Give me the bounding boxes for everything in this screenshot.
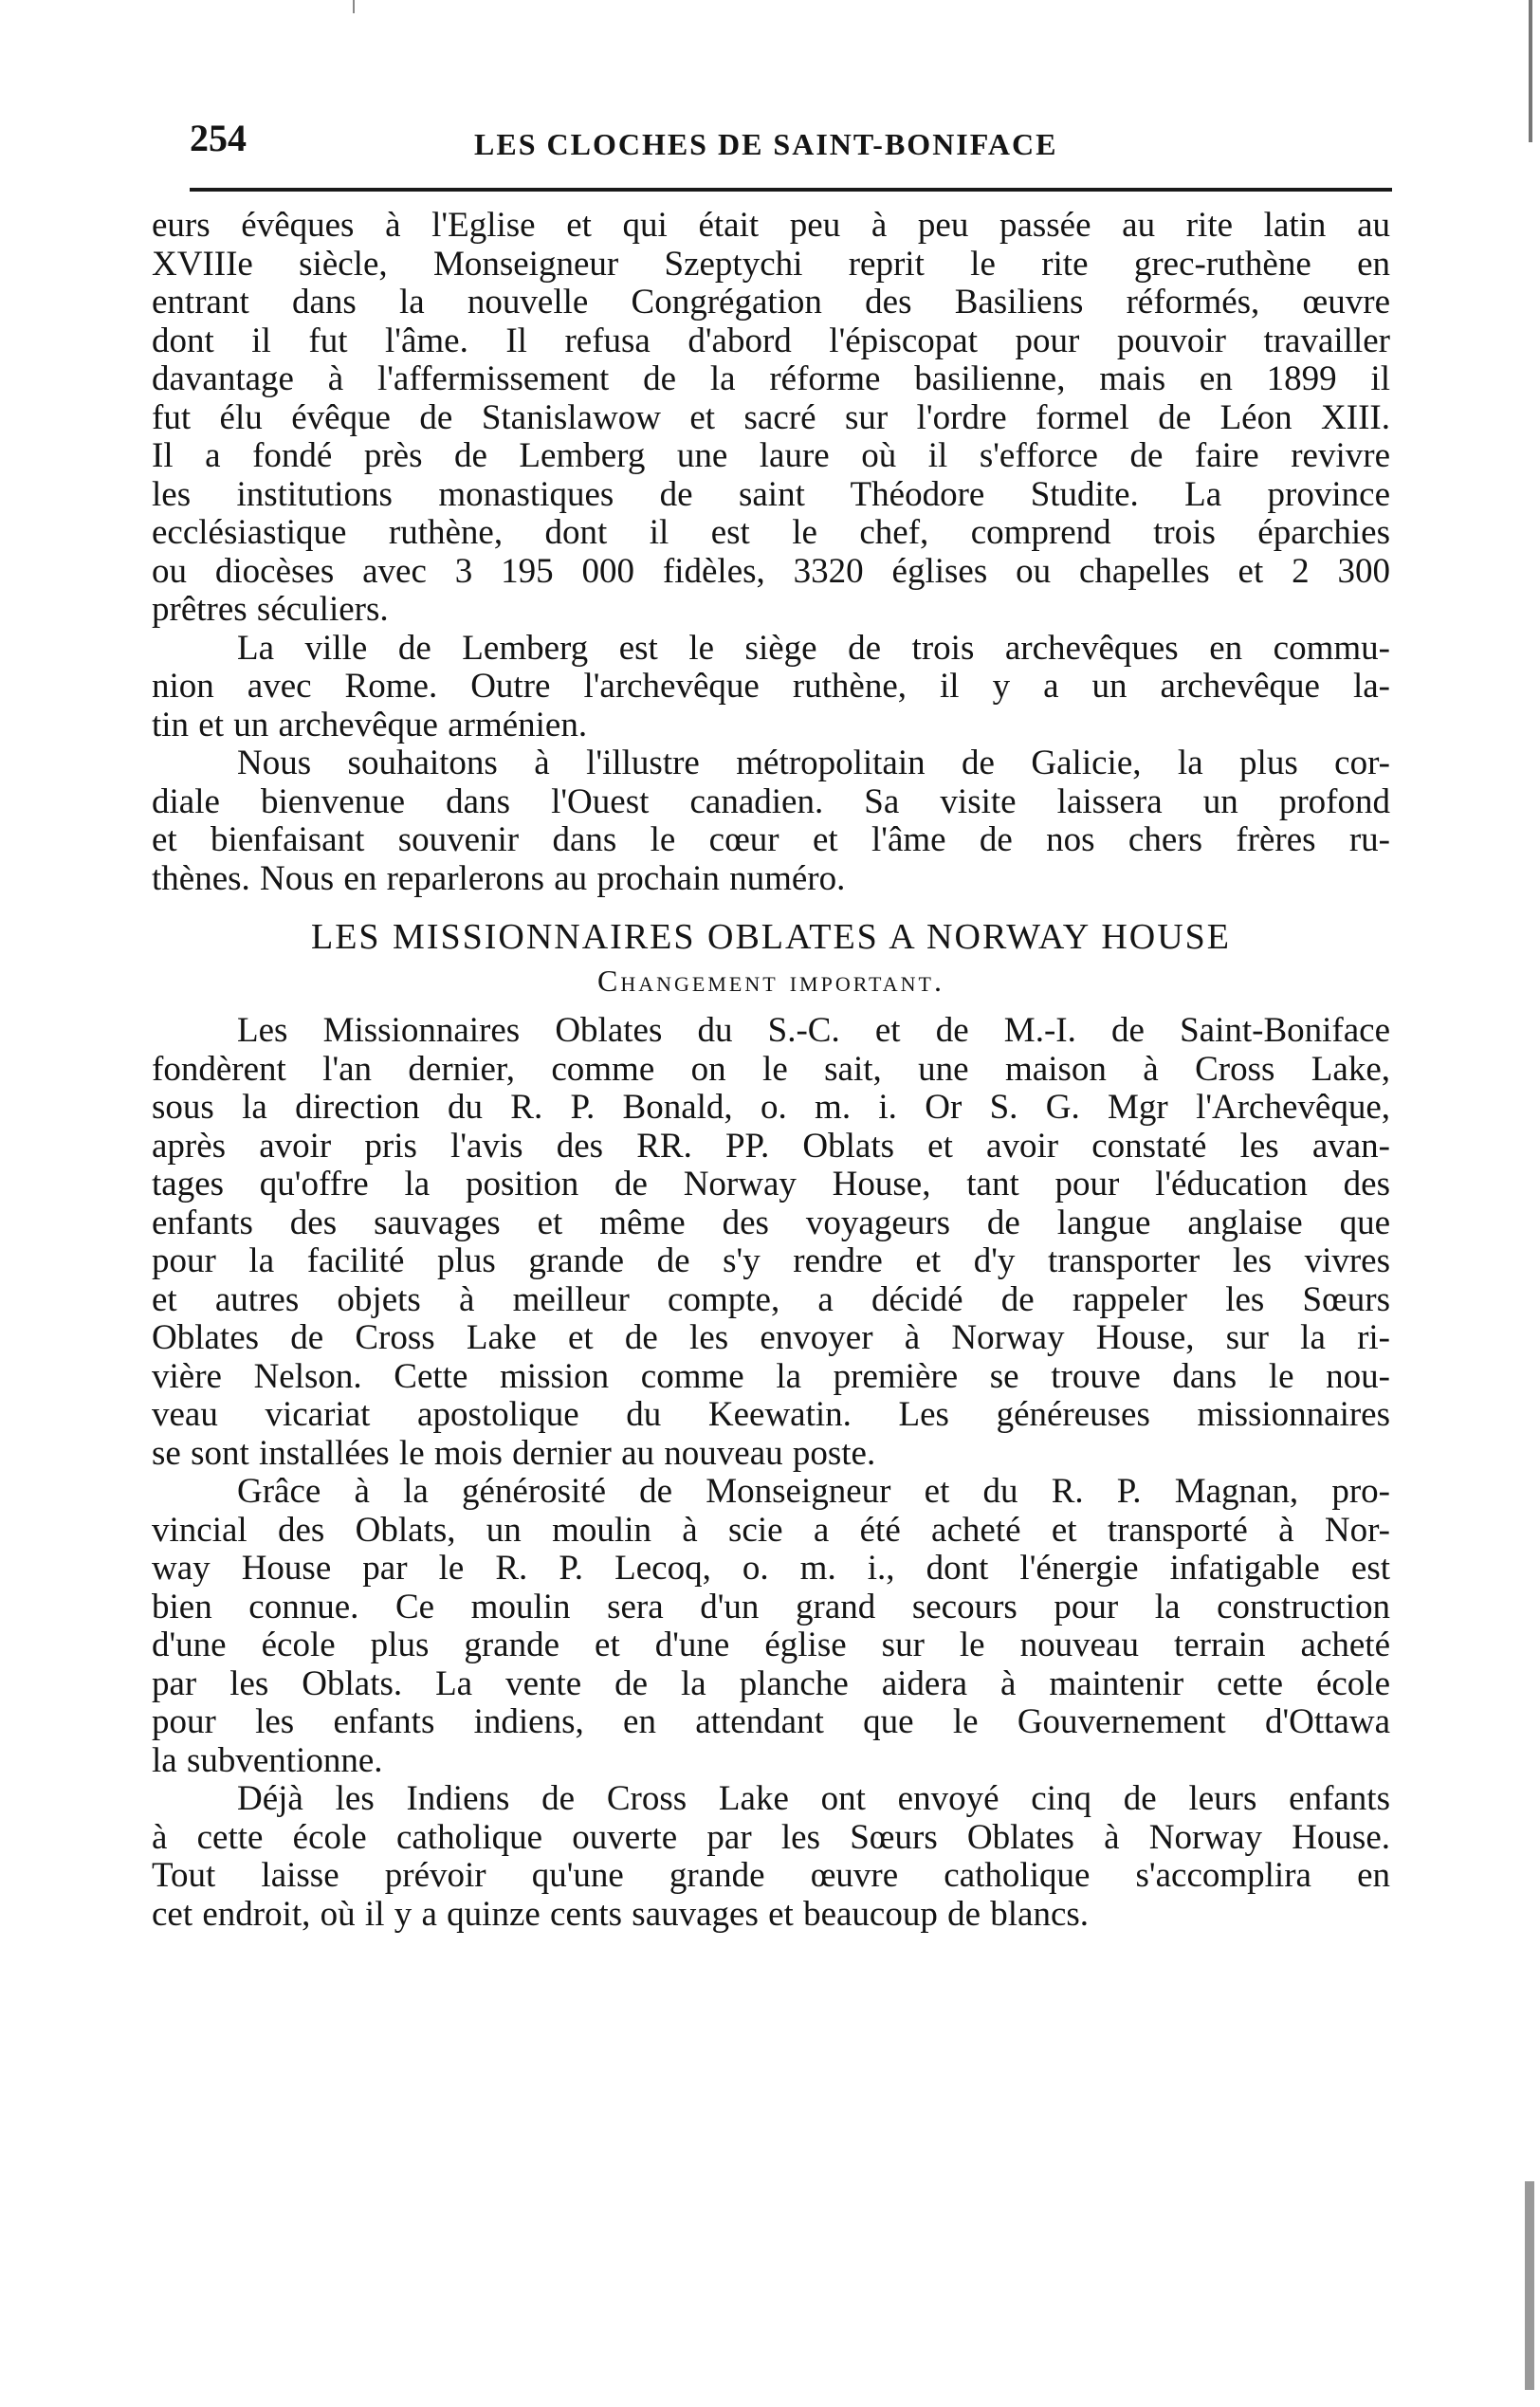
- page-number: 254: [190, 117, 247, 159]
- text-line: se sont installées le mois dernier au nouveau poste.: [152, 1434, 876, 1473]
- text-line: Il a fondé près de Lemberg une laure où il s'efforce de faire revivre: [152, 437, 1390, 475]
- text-line: à cette école catholique ouverte par les Sœurs Oblates à Norway House.: [152, 1818, 1390, 1857]
- text-line: d'une école plus grande et d'une église sur le nouveau terrain acheté: [152, 1626, 1390, 1664]
- text-line: davantage à l'affermissement de la réforme basilienne, mais en 1899 il: [152, 360, 1390, 398]
- text-line: Oblates de Cross Lake et de les envoyer à Norway House, sur la ri-: [152, 1319, 1390, 1357]
- text-line: pour la facilité plus grande de s'y rendre et d'y transporter les vivres: [152, 1242, 1390, 1280]
- paragraph-welcome: [152, 744, 1390, 898]
- running-head: [190, 114, 1394, 180]
- text-line: sous la direction du R. P. Bonald, o. m. i. Or S. G. Mgr l'Archevêque,: [152, 1089, 1390, 1127]
- text-line: bien connue. Ce moulin sera d'un grand secours pour la construction: [152, 1588, 1390, 1626]
- paragraph-continuation: [152, 207, 1390, 630]
- text-line: eurs évêques à l'Eglise et qui était peu à peu passée au rite latin au: [152, 207, 1390, 245]
- text-line: les institutions monastiques de saint Théodore Studite. La province: [152, 475, 1390, 514]
- scan-edge-mark: [1525, 2181, 1534, 2390]
- text-line: enfants des sauvages et même des voyageurs de langue anglaise que: [152, 1204, 1390, 1242]
- text-line: fut élu évêque de Stanislawow et sacré sur l'ordre formel de Léon XIII.: [152, 398, 1390, 437]
- text-line: vincial des Oblats, un moulin à scie a été acheté et transporté à Nor-: [152, 1511, 1390, 1550]
- body-text: [152, 207, 1390, 1934]
- paragraph-lemberg: [152, 630, 1390, 745]
- text-line: thènes. Nous en reparlerons au prochain numéro.: [152, 859, 846, 898]
- text-line: ecclésiastique ruthène, dont il est le chef, comprend trois éparchies: [152, 514, 1390, 552]
- text-line: nion avec Rome. Outre l'archevêque ruthène, il y a un archevêque la-: [152, 668, 1390, 706]
- text-line: diale bienvenue dans l'Ouest canadien. Sa visite laissera un profond: [152, 782, 1390, 821]
- text-line: Les Missionnaires Oblates du S.-C. et de M.-I. de Saint-Boniface: [237, 1012, 1390, 1050]
- text-line: Grâce à la générosité de Monseigneur et du R. P. Magnan, pro-: [237, 1473, 1390, 1511]
- text-line: pour les enfants indiens, en attendant que le Gouvernement d'Ottawa: [152, 1703, 1390, 1741]
- text-line: ou diocèses avec 3 195 000 fidèles, 3320 églises ou chapelles et 2 300: [152, 552, 1390, 591]
- scan-edge-mark: [353, 0, 355, 13]
- text-line: vière Nelson. Cette mission comme la première se trouve dans le nou-: [152, 1357, 1390, 1396]
- scan-edge-mark: [1529, 0, 1532, 142]
- text-line: dont il fut l'âme. Il refusa d'abord l'épiscopat pour pouvoir travailler: [152, 322, 1390, 360]
- text-line: XVIIIe siècle, Monseigneur Szeptychi reprit le rite grec-ruthène en: [152, 245, 1390, 284]
- text-line: Nous souhaitons à l'illustre métropolitain de Galicie, la plus cor-: [237, 744, 1390, 782]
- text-line: tages qu'offre la position de Norway House, tant pour l'éducation des: [152, 1166, 1390, 1204]
- text-line: entrant dans la nouvelle Congrégation des Basiliens réformés, œuvre: [152, 284, 1390, 322]
- header-rule: [190, 188, 1392, 192]
- text-line: La ville de Lemberg est le siège de trois archevêques en commu-: [237, 629, 1390, 668]
- text-line: cet endroit, où il y a quinze cents sauvages et beaucoup de blancs.: [152, 1895, 1090, 1934]
- text-line: par les Oblats. La vente de la planche aidera à maintenir cette école: [152, 1664, 1390, 1703]
- paragraph-sawmill: [152, 1473, 1390, 1780]
- text-line: fondèrent l'an dernier, comme on le sait, une maison à Cross Lake,: [152, 1050, 1390, 1089]
- text-line: la subventionne.: [152, 1741, 383, 1780]
- text-line: après avoir pris l'avis des RR. PP. Oblats et avoir constaté les avan-: [152, 1127, 1390, 1166]
- text-line: Tout laisse prévoir qu'une grande œuvre catholique s'accomplira en: [152, 1857, 1390, 1895]
- text-line: veau vicariat apostolique du Keewatin. Les généreuses missionnaires: [152, 1396, 1390, 1434]
- section-subtitle: Changement important.: [597, 964, 944, 998]
- section-title: LES MISSIONNAIRES OBLATES A NORWAY HOUSE: [310, 917, 1232, 957]
- paragraph-missionaries: [152, 1012, 1390, 1473]
- paragraph-school: [152, 1780, 1390, 1934]
- text-line: et autres objets à meilleur compte, a décidé de rappeler les Sœurs: [152, 1280, 1390, 1319]
- running-title: LES CLOCHES DE SAINT-BONIFACE: [474, 127, 1058, 161]
- text-line: way House par le R. P. Lecoq, o. m. i., dont l'énergie infatigable est: [152, 1550, 1390, 1588]
- text-line: et bienfaisant souvenir dans le cœur et l'âme de nos chers frères ru-: [152, 821, 1390, 859]
- text-line: tin et un archevêque arménien.: [152, 706, 588, 744]
- text-line: Déjà les Indiens de Cross Lake ont envoyé cinq de leurs enfants: [237, 1780, 1390, 1818]
- text-line: prêtres séculiers.: [152, 591, 389, 629]
